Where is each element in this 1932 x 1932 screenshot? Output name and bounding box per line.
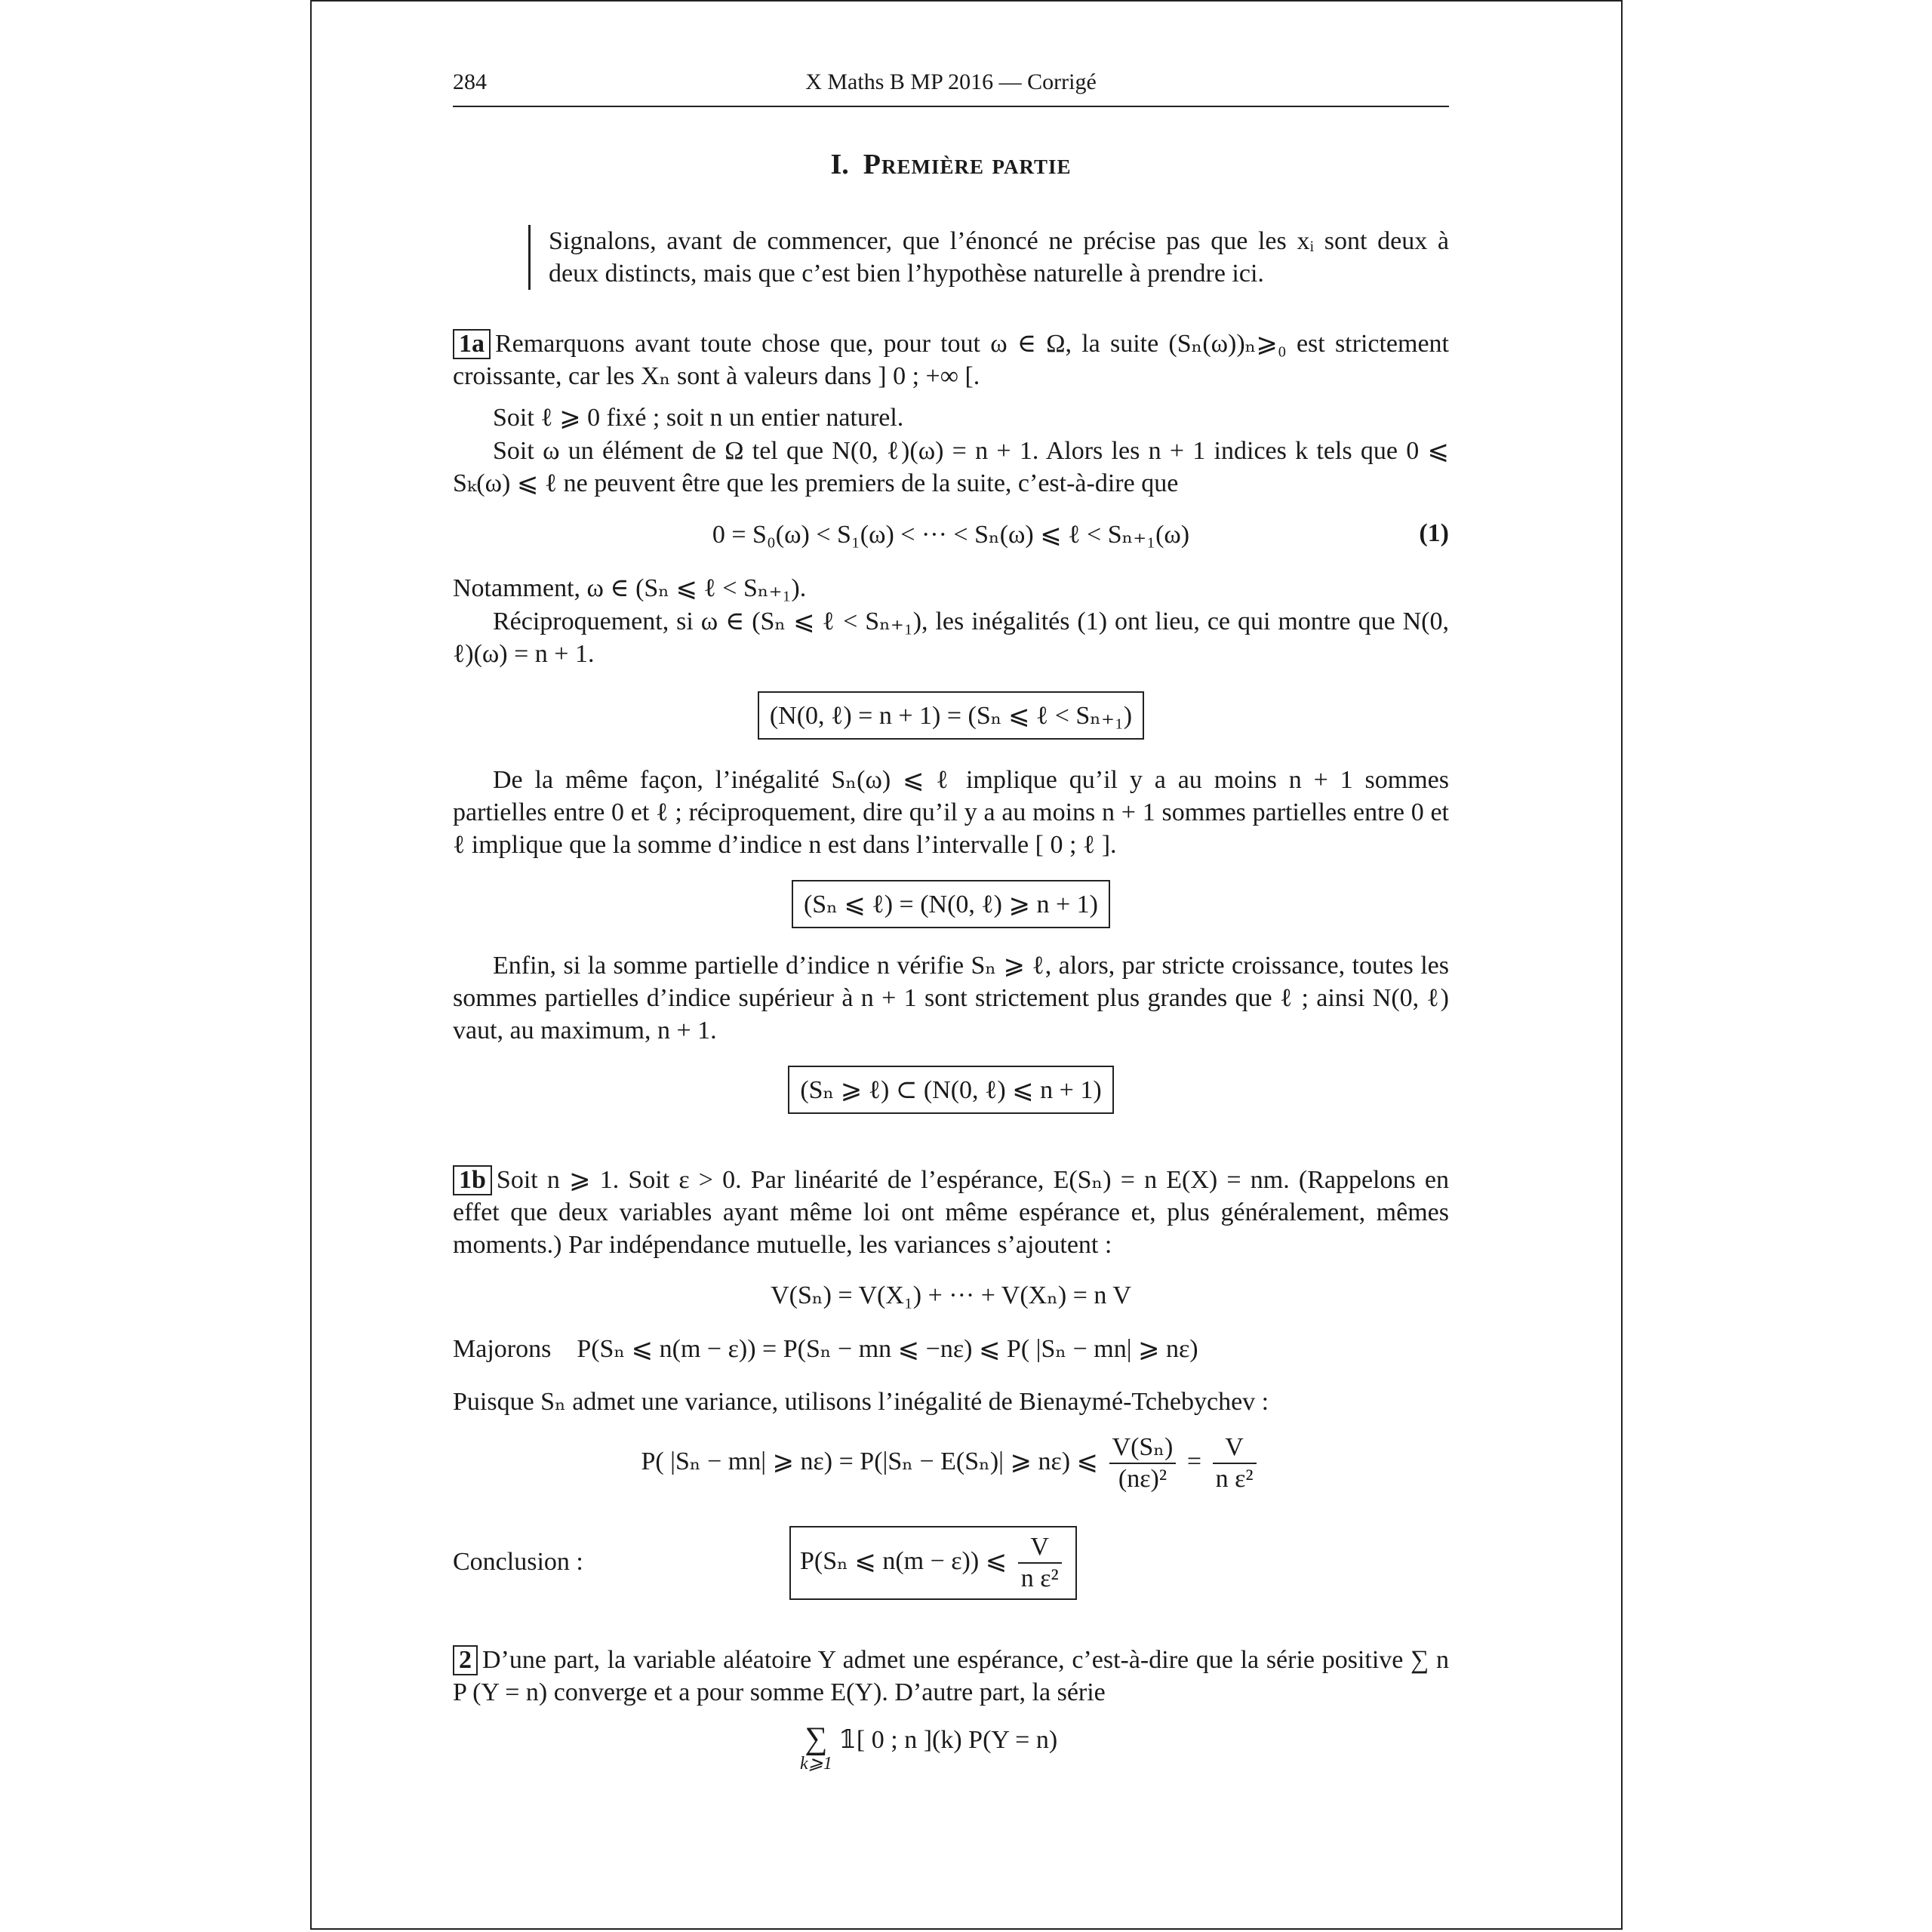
preliminary-note: Signalons, avant de commencer, que l’énoncé ne précise pas que les xᵢ sont deux à deux distincts, mais que c’est bien l’hypothèse naturelle à prendre ici. [528, 225, 1449, 290]
page-number: 284 [453, 69, 487, 94]
conclusion-box [789, 1526, 1114, 1600]
page-header [453, 69, 1449, 107]
bt-fraction-1 [1109, 1432, 1177, 1494]
conclusion-fraction-num: V [1018, 1532, 1062, 1564]
q1a-paragraph-4: Notamment, ω ∈ (Sₙ ⩽ ℓ < Sₙ₊₁). [453, 574, 807, 602]
conclusion-box-body [789, 1526, 1077, 1600]
q1b-paragraph-1 [453, 1164, 1449, 1261]
boxed-result-2 [453, 880, 1449, 928]
conclusion-left: P(Sₙ ⩽ n(m − ε)) ⩽ [800, 1546, 1008, 1575]
conclusion-fraction-den: n ε² [1020, 1564, 1059, 1592]
summation [800, 1721, 832, 1774]
equation-1-number: (1) [1419, 519, 1449, 547]
section-name: Première partie [863, 149, 1072, 180]
section-number: I. [830, 149, 849, 180]
bt-fraction-1-num: V(Sₙ) [1109, 1432, 1177, 1464]
conclusion-label: Conclusion : [453, 1548, 583, 1576]
bt-fraction-2-den: n ε² [1215, 1465, 1254, 1493]
variance-equation: V(Sₙ) = V(X₁) + ··· + V(Xₙ) = n V [771, 1281, 1131, 1309]
q1a-paragraph-2: Soit ℓ ⩾ 0 fixé ; soit n un entier naturel. [493, 404, 904, 432]
q1a-paragraph-6: De la même façon, l’inégalité Sₙ(ω) ⩽ ℓ implique qu’il y a au moins n + 1 sommes partielles entre 0 et ℓ ; réciproquement, dire qu’il y a au moins n + 1 sommes partielles entre 0 et ℓ implique que la somme d’indice n est dans l’intervalle [ 0 ; ℓ ]. [453, 766, 1449, 859]
q1a-text-1: Remarquons avant toute chose que, pour tout ω ∈ Ω, la suite (Sₙ(ω))ₙ⩾₀ est strictement croissante, car les Xₙ sont à valeurs dans ] 0 ; +∞ [. [453, 330, 1449, 390]
bt-equals: = [1186, 1447, 1202, 1475]
majorons-equation: P(Sₙ ⩽ n(m − ε)) = P(Sₙ − mn ⩽ −nε) ⩽ P( |Sₙ − mn| ⩾ nε) [577, 1335, 1198, 1363]
series-expression [800, 1721, 1102, 1774]
section-title [453, 148, 1449, 181]
conclusion-fraction [1018, 1532, 1062, 1594]
majorons-line [453, 1333, 1449, 1365]
boxed-result-2-body: (Sₙ ⩽ ℓ) = (N(0, ℓ) ⩾ n + 1) [792, 880, 1110, 928]
q1a-paragraph-3: Soit ω un élément de Ω tel que N(0, ℓ)(ω) = n + 1. Alors les n + 1 indices k tels que 0 ⩽ Sₖ(ω) ⩽ ℓ ne peuvent être que les premiers de la suite, c’est-à-dire que [453, 437, 1449, 497]
boxed-result-1 [453, 691, 1449, 740]
bt-left: P( |Sₙ − mn| ⩾ nε) = P(|Sₙ − E(Sₙ)| ⩾ nε) ⩽ [641, 1447, 1099, 1475]
boxed-result-3 [453, 1066, 1449, 1114]
bt-fraction-2-num: V [1213, 1432, 1257, 1464]
bt-fraction-2 [1213, 1432, 1257, 1494]
summation-index: k⩾1 [800, 1754, 832, 1774]
question-label-1a: 1a [453, 329, 491, 359]
summation-body: 𝟙[ 0 ; n ](k) P(Y = n) [838, 1726, 1058, 1754]
q2-text-1: D’une part, la variable aléatoire Y admet une espérance, c’est-à-dire que la série positive ∑ n P (Y = n) converge et a pour somme E(Y). D’autre part, la série [453, 1646, 1449, 1706]
q1a-paragraph-7: Enfin, si la somme partielle d’indice n vérifie Sₙ ⩾ ℓ, alors, par stricte croissance, toutes les sommes partielles d’indice supérieur à n + 1 sont strictement plus grandes que ℓ ; ainsi N(0, ℓ) vaut, au maximum, n + 1. [453, 952, 1449, 1044]
q1b-paragraph-2: Puisque Sₙ admet une variance, utilisons l’inégalité de Bienaymé-Tchebychev : [453, 1388, 1269, 1416]
q1b-text-1: Soit n ⩾ 1. Soit ε > 0. Par linéarité de l’espérance, E(Sₙ) = n E(X) = nm. (Rappelons en effet que deux variables ayant même loi ont même espérance et, plus généralement, mêmes moments.) Par indépendance mutuelle, les variances s’ajoutent : [453, 1166, 1449, 1259]
q1a-paragraph-5: Réciproquement, si ω ∈ (Sₙ ⩽ ℓ < Sₙ₊₁), les inégalités (1) ont lieu, ce qui montre que N(0, ℓ)(ω) = n + 1. [453, 608, 1449, 668]
running-title: X Maths B MP 2016 — Corrigé [805, 69, 1097, 94]
question-label-1b: 1b [453, 1165, 492, 1195]
bienayme-tchebychev-inequality [453, 1432, 1449, 1494]
summation-symbol: ∑ [804, 1721, 828, 1756]
equation-1-body: 0 = S₀(ω) < S₁(ω) < ··· < Sₙ(ω) ⩽ ℓ < Sₙ₊₁(ω) [712, 521, 1190, 549]
equation-1 [453, 519, 1449, 549]
boxed-result-1-body: (N(0, ℓ) = n + 1) = (Sₙ ⩽ ℓ < Sₙ₊₁) [758, 691, 1144, 740]
q1a-paragraph-1 [453, 328, 1449, 392]
bt-fraction-1-den: (nε)² [1118, 1465, 1168, 1493]
boxed-result-3-body: (Sₙ ⩾ ℓ) ⊂ (N(0, ℓ) ⩽ n + 1) [788, 1066, 1113, 1114]
q2-paragraph-1 [453, 1644, 1449, 1709]
majorons-label: Majorons [453, 1335, 552, 1363]
question-label-2: 2 [453, 1645, 478, 1675]
